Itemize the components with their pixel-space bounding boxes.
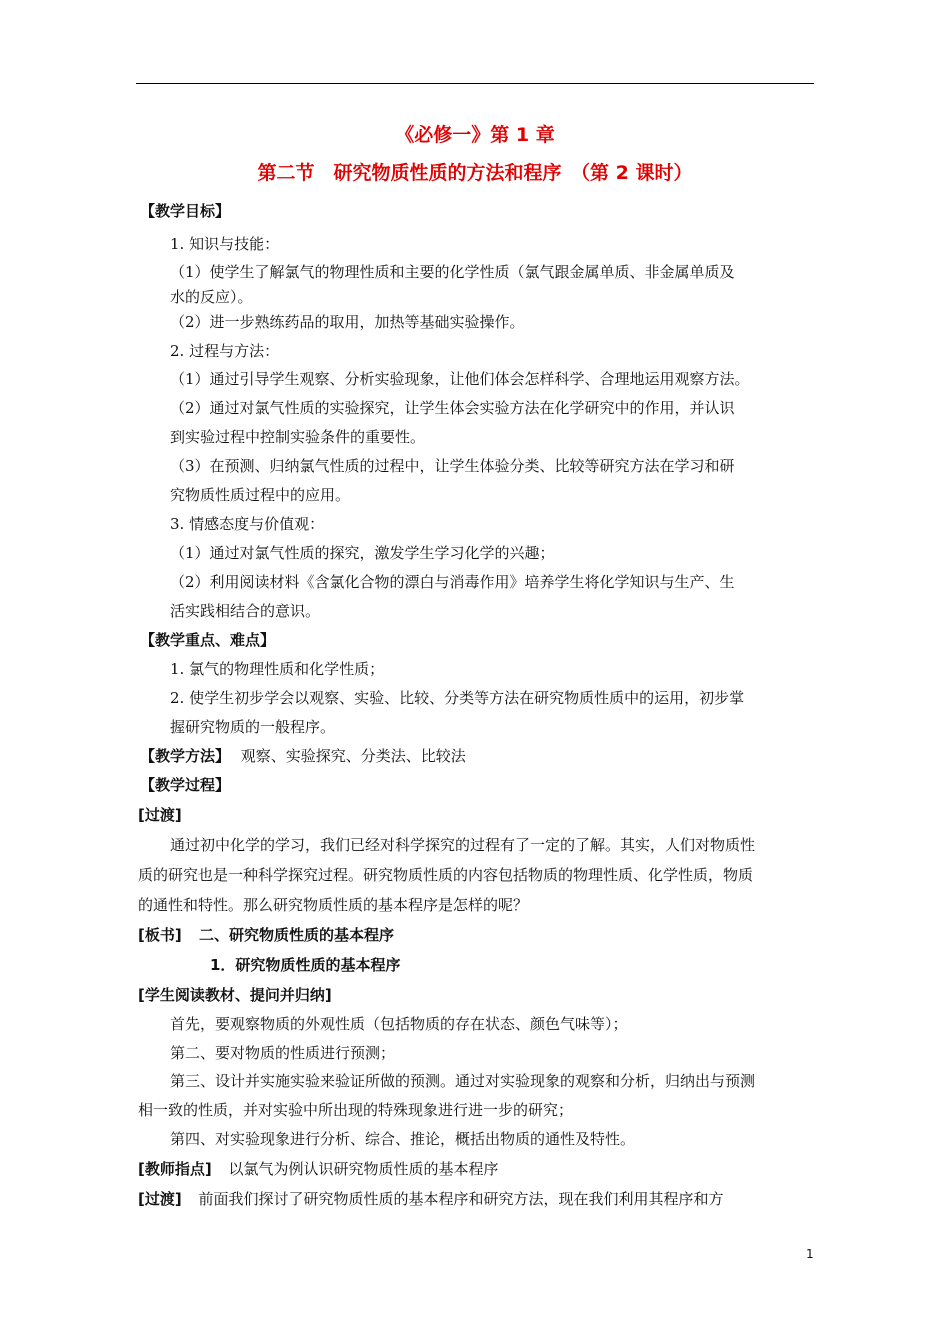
attitude-values-heading: 3. 情感态度与价值观：	[170, 515, 325, 533]
step-text: 第四、对实验现象进行分析、综合、推论，概括出物质的通性及特性。	[170, 1130, 636, 1148]
objective-text: （1）通过引导学生观察、分析实验现象，让他们体会怎样科学、合理地运用观察方法。	[170, 370, 750, 388]
process-method-heading: 2. 过程与方法：	[170, 342, 280, 360]
transition-tag: [过渡]	[138, 1190, 182, 1208]
key-points-heading: 【教学重点、难点】	[140, 631, 276, 649]
board-heading: 二、研究物质性质的基本程序	[198, 926, 394, 944]
step-text: 首先，要观察物质的外观性质（包括物质的存在状态、颜色气味等）；	[170, 1015, 628, 1033]
objective-text: 到实验过程中控制实验条件的重要性。	[170, 428, 426, 446]
methods-row	[140, 745, 466, 767]
objective-text: （2）通过对氯气性质的实验探究，让学生体会实验方法在化学研究中的作用，并认识	[170, 399, 735, 417]
teacher-tag: [教师指点]	[138, 1160, 212, 1178]
reading-tag: [学生阅读教材、提问并归纳]	[138, 986, 332, 1004]
step-text: 第三、设计并实施实验来验证所做的预测。通过对实验现象的观察和分析，归纳出与预测	[170, 1072, 756, 1090]
transition-tag: [过渡]	[138, 806, 182, 824]
objective-text: （2）进一步熟练药品的取用，加热等基础实验操作。	[170, 313, 525, 331]
board-tag: [板书]	[138, 926, 182, 944]
board-row	[138, 924, 394, 946]
key-point-text: 2. 使学生初步学会以观察、实验、比较、分类等方法在研究物质性质中的运用，初步掌	[170, 689, 745, 707]
knowledge-skills-heading: 1. 知识与技能：	[170, 235, 280, 253]
teacher-row	[138, 1158, 499, 1180]
objective-text: （2）利用阅读材料《含氯化合物的漂白与消毒作用》培养学生将化学知识与生产、生	[170, 573, 735, 591]
methods-text: 观察、实验探究、分类法、比较法	[240, 747, 466, 765]
paragraph-text: 的通性和特性。那么研究物质性质的基本程序是怎样的呢？	[138, 896, 529, 914]
transition-text: 前面我们探讨了研究物质性质的基本程序和研究方法，现在我们利用其程序和方	[198, 1190, 724, 1208]
chapter-title: 《必修一》第 1 章	[395, 124, 555, 146]
objective-text: （1）通过对氯气性质的探究，激发学生学习化学的兴趣；	[170, 544, 555, 562]
key-point-text: 1. 氯气的物理性质和化学性质；	[170, 660, 385, 678]
board-subheading: 1．研究物质性质的基本程序	[210, 956, 401, 974]
objective-text: 究物质性质过程中的应用。	[170, 486, 351, 504]
step-text: 第二、要对物质的性质进行预测；	[170, 1044, 396, 1062]
paragraph-text: 通过初中化学的学习，我们已经对科学探究的过程有了一定的了解。其实，人们对物质性	[170, 836, 756, 854]
objective-text: （1）使学生了解氯气的物理性质和主要的化学性质（氯气跟金属单质、非金属单质及	[170, 263, 735, 281]
teacher-text: 以氯气为例认识研究物质性质的基本程序	[228, 1160, 499, 1178]
objectives-heading: 【教学目标】	[140, 202, 231, 220]
objective-text: 水的反应）。	[170, 288, 253, 306]
objective-text: 活实践相结合的意识。	[170, 602, 321, 620]
methods-heading: 【教学方法】	[140, 747, 231, 765]
objective-text: （3）在预测、归纳氯气性质的过程中，让学生体验分类、比较等研究方法在学习和研	[170, 457, 735, 475]
step-text: 相一致的性质，并对实验中所出现的特殊现象进行进一步的研究；	[138, 1101, 574, 1119]
paragraph-text: 质的研究也是一种科学探究过程。研究物质性质的内容包括物质的物理性质、化学性质，物质	[138, 866, 754, 884]
page-number: 1	[806, 1247, 814, 1261]
transition-row	[138, 1188, 724, 1210]
process-heading: 【教学过程】	[140, 776, 231, 794]
section-title: 第二节 研究物质性质的方法和程序 （第 2 课时）	[257, 162, 693, 184]
header-rule	[136, 83, 814, 84]
key-point-text: 握研究物质的一般程序。	[170, 718, 336, 736]
